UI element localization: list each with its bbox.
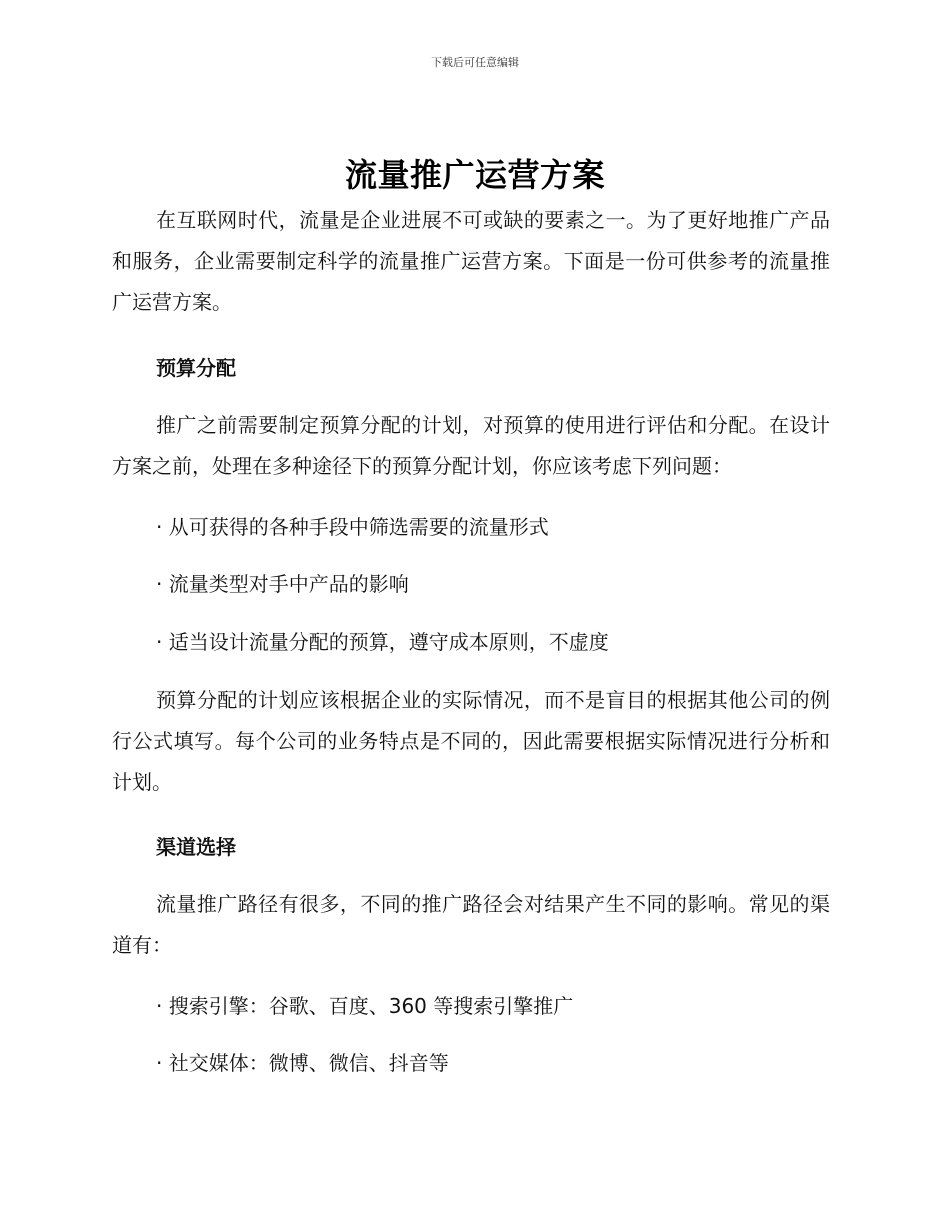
- budget-bullet-1: · 从可获得的各种手段中筛选需要的流量形式: [156, 515, 549, 539]
- section-heading-budget: 预算分配: [156, 356, 236, 380]
- channel-bullet-2: · 社交媒体：微博、微信、抖音等: [156, 1051, 449, 1075]
- budget-bullet-2: · 流量类型对手中产品的影响: [156, 572, 409, 596]
- section-budget-para2: [112, 680, 830, 803]
- budget-bullet-3-block: [112, 622, 830, 663]
- channel-paragraph-1: 流量推广路径有很多，不同的推广路径会对结果产生不同的影响。常见的渠道有：: [112, 892, 830, 957]
- section-channel-para1: [112, 884, 830, 966]
- intro-block: [112, 200, 830, 323]
- channel-bullet-1-block: [112, 986, 830, 1027]
- budget-bullet-2-block: [112, 564, 830, 605]
- section-heading-channel: 渠道选择: [156, 835, 236, 859]
- budget-paragraph-1: 推广之前需要制定预算分配的计划，对预算的使用进行评估和分配。在设计方案之前，处理在多种途径下的预算分配计划，你应该考虑下列问题：: [112, 413, 830, 478]
- budget-bullet-1-block: [112, 507, 830, 548]
- document-title: 流量推广运营方案: [344, 156, 605, 194]
- intro-paragraph: 在互联网时代，流量是企业进展不可或缺的要素之一。为了更好地推广产品和服务，企业需要制定科学的流量推广运营方案。下面是一份可供参考的流量推广运营方案。: [112, 208, 830, 314]
- section-budget-para1: [112, 405, 830, 487]
- budget-paragraph-2: 预算分配的计划应该根据企业的实际情况，而不是盲目的根据其他公司的例行公式填写。每个公司的业务特点是不同的，因此需要根据实际情况进行分析和计划。: [112, 688, 830, 794]
- budget-bullet-3: · 适当设计流量分配的预算，遵守成本原则，不虚度: [156, 630, 609, 654]
- section-budget: [112, 348, 830, 389]
- channel-bullet-1: · 搜索引擎：谷歌、百度、360 等搜索引擎推广: [156, 994, 574, 1018]
- header-note: 下载后可任意编辑: [431, 56, 519, 69]
- channel-bullet-2-block: [112, 1043, 830, 1084]
- section-channel: [112, 827, 830, 868]
